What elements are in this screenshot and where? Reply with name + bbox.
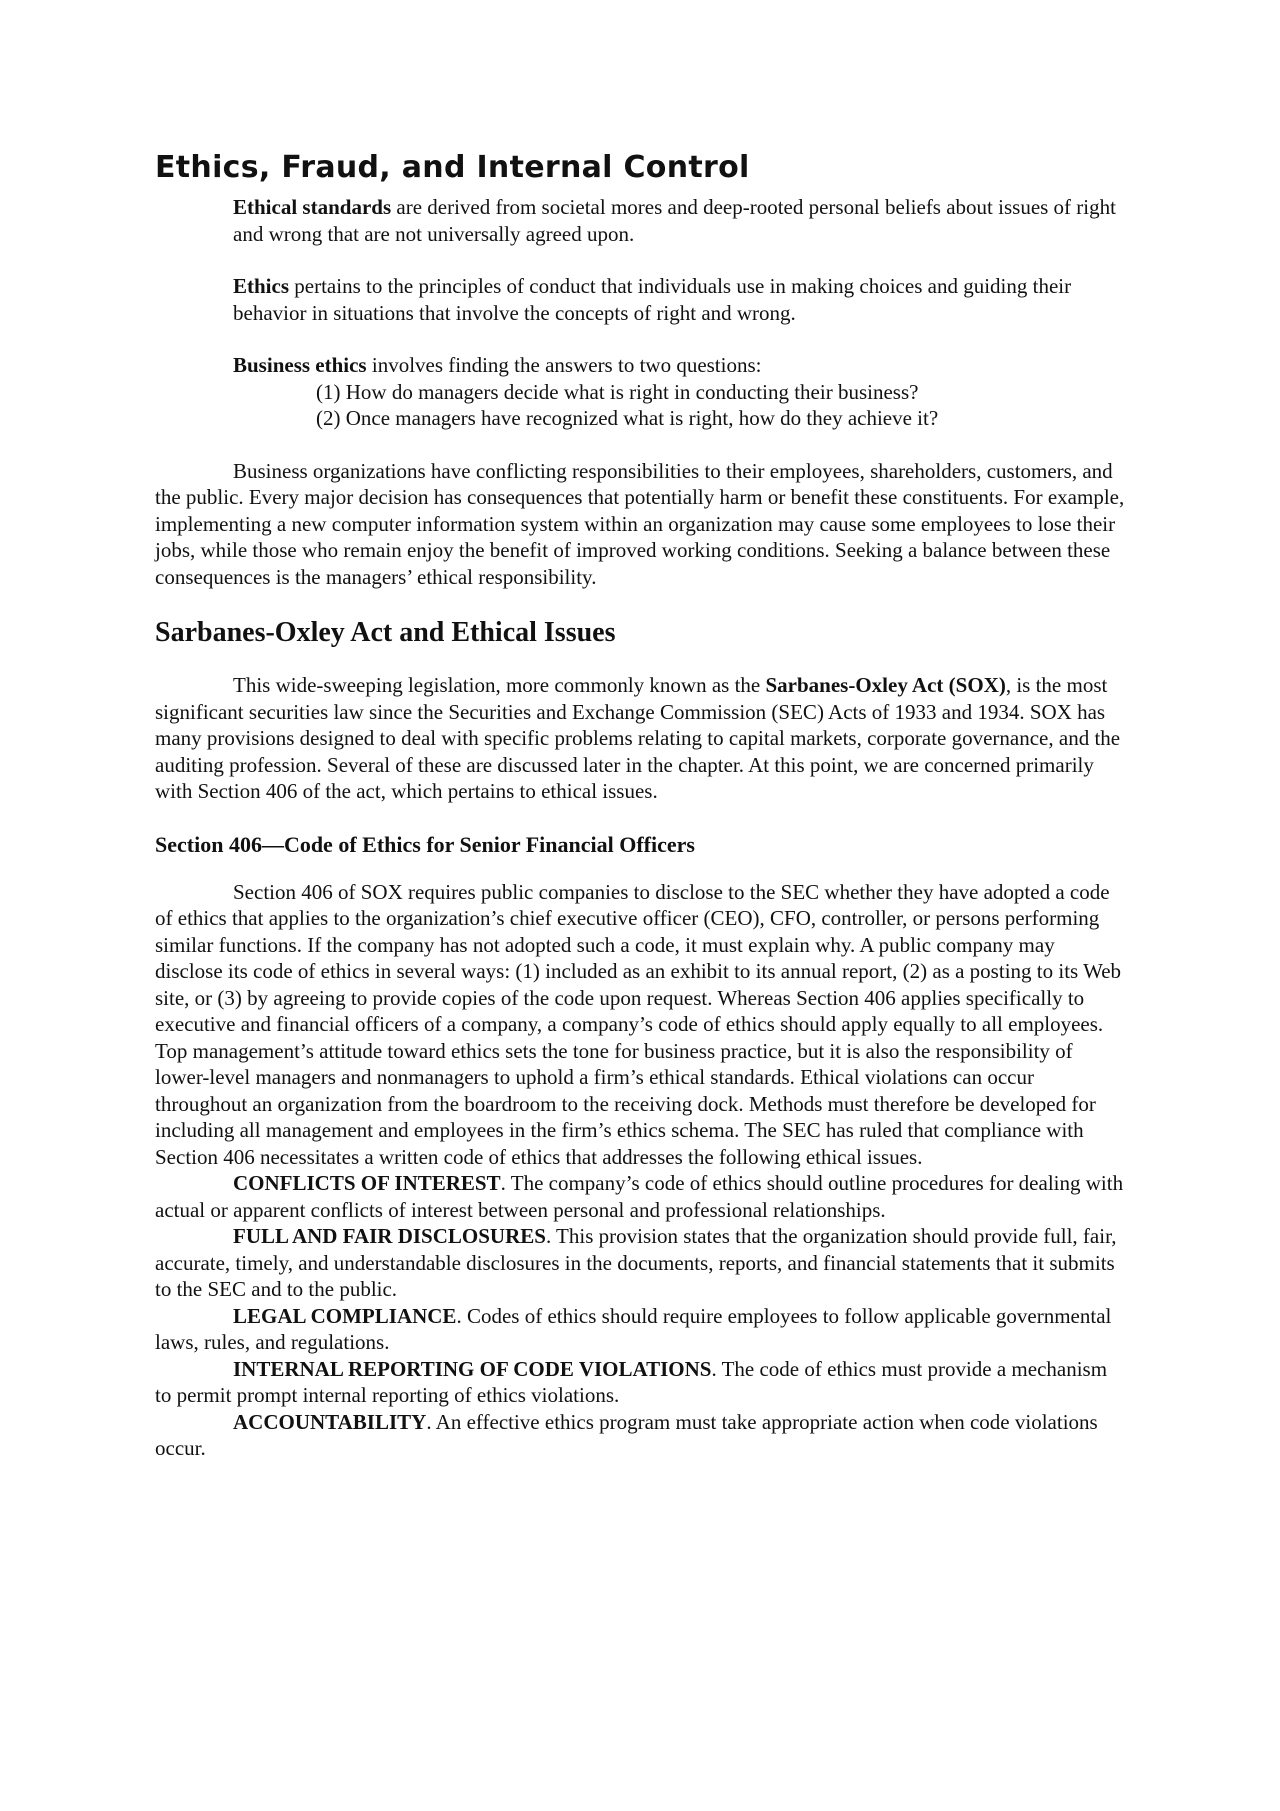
definition-text: involves finding the answers to two questions:	[366, 353, 762, 377]
sox-heading: Sarbanes-Oxley Act and Ethical Issues	[155, 617, 616, 648]
section406-paragraph: Section 406 of SOX requires public companies to disclose to the SEC whether they have adopted a code of ethics that applies to the organization’s chief executive officer (CEO), CFO, controller, or persons performing similar functions. If the company has not adopted such a code, it must explain why. A public company may disclose its code of ethics in several ways: (1) included as an exhibit to its annual report, (2) as a posting to its Web site, or (3) by agreeing to provide copies of the code upon request. Whereas Section 406 applies specifically to executive and financial officers of a company, a company’s code of ethics should apply equally to all employees. Top management’s attitude toward ethics sets the tone for business practice, but it is also the responsibility of lower-level managers and nonmanagers to uphold a firm’s ethical standards. Ethical violations can occur throughout an organization from the boardroom to the receiving dock. Methods must therefore be developed for including all management and employees in the firm’s ethics schema. The SEC has ruled that compliance with Section 406 necessitates a written code of ethics that addresses the following ethical issues.	[155, 879, 1122, 1169]
issue-accountability	[155, 1409, 1125, 1462]
issue-legal-compliance	[155, 1303, 1125, 1356]
issue-term: INTERNAL REPORTING OF CODE VIOLATIONS	[233, 1356, 712, 1381]
sox-text-after: , is the most significant securities law since the Securities and Exchange Commission (SEC) Acts of 1933 and 1934. SOX has many provisions designed to deal with specific problems relating to capital markets, corporate governance, and the auditing profession. Several of these are discussed later in the chapter. At this point, we are concerned primarily with Section 406 of the act, which pertains to ethical issues.	[155, 673, 1121, 803]
issue-text: . The company’s code of ethics should outline procedures for dealing with actual or apparent conflicts of interest between personal and professional relationships.	[155, 1171, 1124, 1222]
definition-term: Ethics	[233, 274, 290, 298]
definition-text: pertains to the principles of conduct that individuals use in making choices and guiding their behavior in situations that involve the concepts of right and wrong.	[233, 274, 1072, 325]
definition-business-ethics	[233, 352, 1125, 379]
page-title: Ethics, Fraud, and Internal Control	[155, 150, 750, 185]
issue-full-fair-disclosures	[155, 1223, 1125, 1303]
questions-list	[316, 379, 1125, 432]
definition-ethics	[233, 273, 1125, 326]
issue-internal-reporting	[155, 1356, 1125, 1409]
issue-term: LEGAL COMPLIANCE	[233, 1303, 457, 1328]
issue-text: . An effective ethics program must take appropriate action when code violations occur.	[155, 1409, 1098, 1460]
issue-term: FULL AND FAIR DISCLOSURES	[233, 1224, 546, 1248]
sox-text-before: This wide-sweeping legislation, more commonly known as the	[233, 673, 766, 697]
issue-term: CONFLICTS OF INTEREST	[233, 1171, 501, 1195]
question-item: (2) Once managers have recognized what is right, how do they achieve it?	[316, 406, 939, 430]
issue-term: ACCOUNTABILITY	[233, 1409, 427, 1434]
sox-term: Sarbanes-Oxley Act (SOX)	[765, 673, 1006, 697]
issue-text: . The code of ethics must provide a mechanism to permit prompt internal reporting of ethics violations.	[155, 1356, 1108, 1407]
issue-text: . This provision states that the organization should provide full, fair, accurate, timely, and understandable disclosures in the documents, reports, and financial statements that it submits to the SEC and to the public.	[155, 1224, 1117, 1301]
issue-conflicts-of-interest	[155, 1170, 1125, 1223]
definition-term: Ethical standards	[233, 195, 392, 219]
definition-ethical-standards	[233, 194, 1125, 247]
definition-term: Business ethics	[233, 353, 367, 377]
document-page	[155, 150, 1125, 1462]
intro-paragraph: Business organizations have conflicting responsibilities to their employees, shareholders, customers, and the public. Every major decision has consequences that potentially harm or benefit these constituents. For example, implementing a new computer information system within an organization may cause some employees to lose their jobs, while those who remain enjoy the benefit of improved working conditions. Seeking a balance between these consequences is the managers’ ethical responsibility.	[155, 458, 1125, 589]
sox-paragraph	[155, 672, 1125, 805]
definition-text: are derived from societal mores and deep-rooted personal beliefs about issues of right and wrong that are not universally agreed upon.	[233, 195, 1116, 246]
issue-text: . Codes of ethics should require employees to follow applicable governmental laws, rules, and regulations.	[155, 1303, 1112, 1354]
section406-heading: Section 406—Code of Ethics for Senior Financial Officers	[155, 831, 695, 857]
question-item: (1) How do managers decide what is right in conducting their business?	[316, 379, 919, 404]
